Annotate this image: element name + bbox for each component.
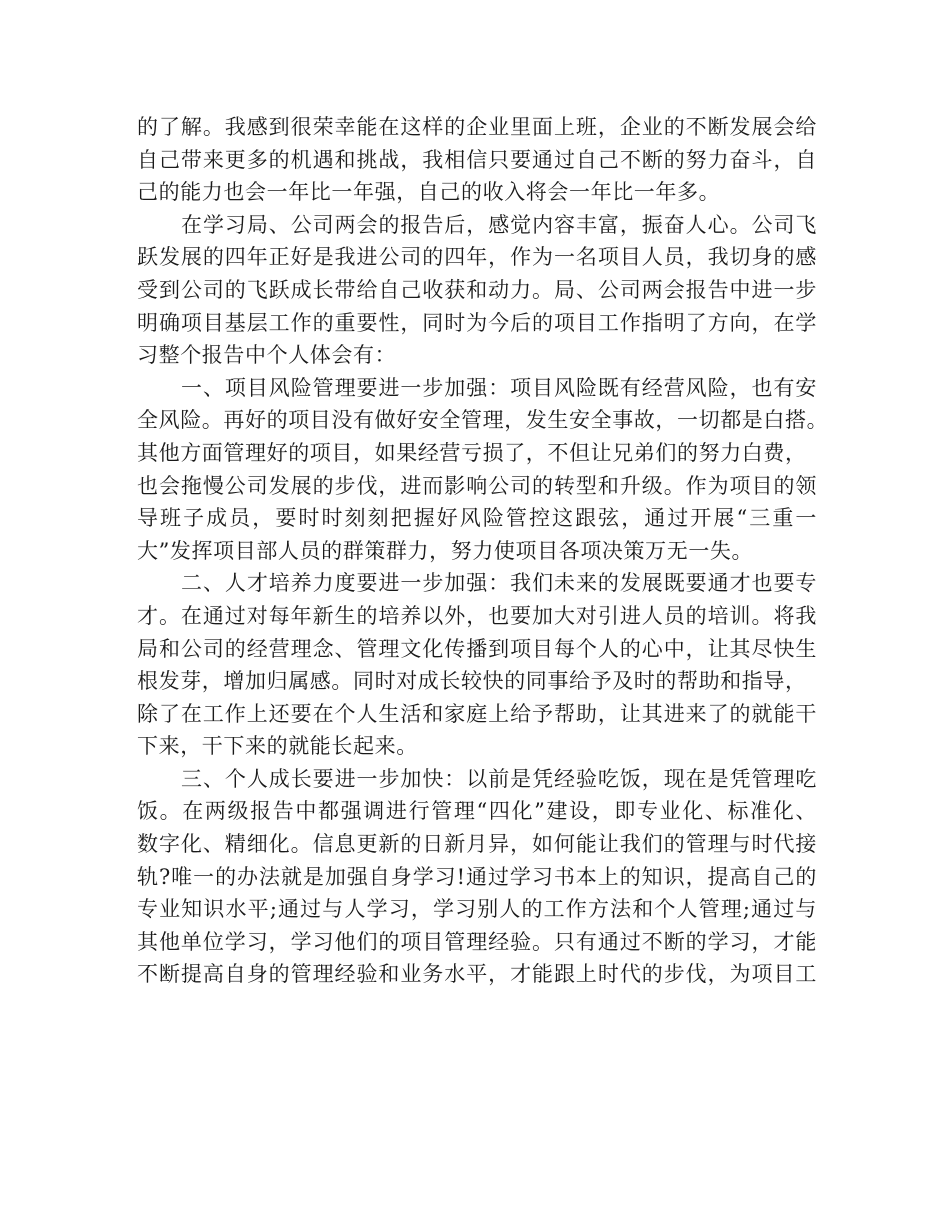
text-line: 大”发挥项目部人员的群策群力，努力使项目各项决策万无一失。 [137, 538, 754, 563]
paragraph-first-line: 三、个人成长要进一步加快：以前是凭经验吃饭，现在是凭管理吃 [181, 766, 817, 791]
body-text [137, 111, 829, 991]
text-line: 局和公司的经营理念、管理文化传播到项目每个人的心中，让其尽快生 [137, 636, 817, 661]
text-line: 全风险。再好的项目没有做好安全管理，发生安全事故，一切都是白搭。 [137, 408, 829, 433]
text-line: 轨?唯一的办法就是加强自身学习!通过学习书本上的知识，提高自己的 [137, 864, 817, 889]
text-line: 专业知识水平;通过与人学习，学习别人的工作方法和个人管理;通过与 [137, 897, 817, 922]
text-line: 数字化、精细化。信息更新的日新月异，如何能让我们的管理与时代接 [137, 832, 817, 857]
text-line: 饭。在两级报告中都强调进行管理“四化”建设，即专业化、标准化、 [137, 799, 817, 824]
text-line: 己的能力也会一年比一年强，自己的收入将会一年比一年多。 [137, 180, 721, 205]
text-line: 其他单位学习，学习他们的项目管理经验。只有通过不断的学习，才能 [137, 929, 817, 954]
text-line: 的了解。我感到很荣幸能在这样的企业里面上班，企业的不断发展会给 [137, 115, 817, 139]
paragraph-first-line: 二、人才培养力度要进一步加强：我们未来的发展既要通才也要专 [181, 571, 817, 596]
text-line: 不断提高自身的管理经验和业务水平，才能跟上时代的步伐，为项目工 [137, 962, 817, 987]
text-line: 才。在通过对每年新生的培养以外，也要加大对引进人员的培训。将我 [137, 603, 817, 628]
text-line: 跃发展的四年正好是我进公司的四年，作为一名项目人员，我切身的感 [137, 245, 817, 270]
text-line: 除了在工作上还要在个人生活和家庭上给予帮助，让其进来了的就能干 [137, 701, 817, 726]
text-line: 导班子成员，要时时刻刻把握好风险管控这跟弦，通过开展“三重一 [137, 506, 817, 531]
text-line: 明确项目基层工作的重要性，同时为今后的项目工作指明了方向，在学 [137, 310, 817, 335]
text-line: 其他方面管理好的项目，如果经营亏损了，不但让兄弟们的努力白费， [137, 440, 807, 465]
text-line: 自己带来更多的机遇和挑战，我相信只要通过自己不断的努力奋斗，自 [137, 147, 817, 172]
paragraph-first-line: 一、项目风险管理要进一步加强：项目风险既有经营风险，也有安 [181, 375, 817, 400]
text-line: 下来，干下来的就能长起来。 [137, 734, 418, 759]
text-line: 受到公司的飞跃成长带给自己收获和动力。局、公司两会报告中进一步 [137, 277, 817, 302]
text-line: 习整个报告中个人体会有： [137, 343, 397, 368]
paragraph-first-line: 在学习局、公司两会的报告后，感觉内容丰富，振奋人心。公司飞 [181, 212, 817, 237]
text-line: 也会拖慢公司发展的步伐，进而影响公司的转型和升级。作为项目的领 [137, 473, 817, 498]
text-line: 根发芽，增加归属感。同时对成长较快的同事给予及时的帮助和指导， [137, 669, 807, 694]
